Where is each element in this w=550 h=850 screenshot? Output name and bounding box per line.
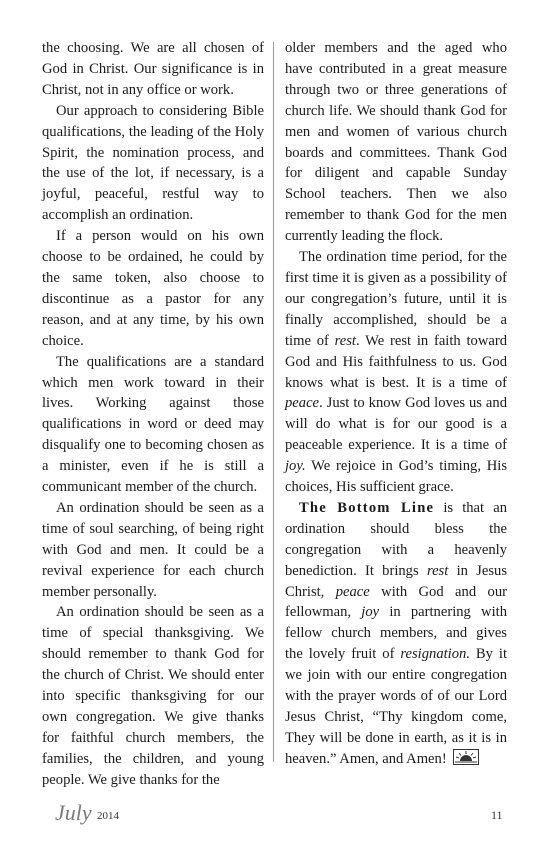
page-number: 11	[491, 808, 503, 822]
paragraph: An ordination should be seen as a time of soul searching, of being right with God and men. It could be a revival experience for each church member personally.	[42, 499, 264, 600]
emphasis-rest: rest	[334, 332, 356, 349]
emphasis-joy: joy	[361, 604, 380, 621]
text-run: By it we join with our entire congregation with the prayer words of of our Lord Jesus Christ, “Thy kingdom come, They will be done in earth, as it is in heaven.” Amen, and Amen!	[285, 646, 507, 767]
text-run: in partnering with fellow church members, and gives the lovely fruit of	[285, 604, 507, 663]
paragraph: Our approach to considering Bible qualifications, the leading of the Holy Spirit, the nomination process, and the use of the lot, if necessary, is a joyful, peaceful, restful way to accomplish an ordination.	[42, 102, 264, 224]
emphasis-joy: joy.	[285, 458, 306, 475]
text-run: with God and our fellowman,	[285, 583, 507, 621]
paragraph: older members and the aged who have contributed in a great measure through two or three generations of church life. We should thank God for men and women of various church boards and committees. Thank God for diligent and capable Sunday School teachers. Then we also remember to thank God for the men currently leading the flock.	[285, 40, 507, 245]
column-divider	[273, 42, 274, 762]
emphasis-peace: peace	[285, 395, 320, 412]
emphasis-peace: peace	[335, 583, 370, 600]
footer-year: 2014	[97, 810, 119, 822]
paragraph	[285, 498, 507, 770]
paragraph	[285, 247, 507, 498]
sunrise-end-mark-icon	[453, 749, 479, 765]
text-run: is that an ordination should bless the congregation with a heavenly benediction. It brings	[285, 499, 507, 579]
text-run: in Jesus Christ,	[285, 562, 507, 600]
right-column	[285, 38, 507, 770]
emphasis-rest: rest	[426, 562, 449, 579]
paragraph: An ordination should be seen as a time of special thanksgiving. We should remember to thank God for the church of Christ. We should enter into specific thanksgiving for our own congregation. We give thanks for faithful church members, the families, the children, and young people. We give thanks for the	[42, 604, 264, 788]
section-lead: The Bottom Line	[299, 499, 435, 516]
text-run: . Just to know God loves us and will do what is for our good is a peaceable experience. It is a time of	[285, 395, 507, 454]
text-run: . We rest in faith toward God and His faithfulness to us. God knows what is best. It is a time of	[285, 332, 507, 391]
paragraph: The qualifications are a standard which men work toward in their lives. Working against those qualifications in word or deed may disqualify one to becoming chosen as a minister, even if he is still a communicant member of the church.	[42, 353, 264, 496]
emphasis-resignation: resignation.	[400, 646, 470, 663]
text-run: We rejoice in God’s timing, His choices, His sufficient grace.	[285, 458, 507, 496]
paragraph: If a person would on his own choose to be ordained, he could by the same token, also choose to discontinue as a pastor for any reason, and at any time, by his own choice.	[42, 228, 264, 349]
left-column	[42, 38, 264, 791]
paragraph: the choosing. We are all chosen of God in Christ. Our significance is in Christ, not in any office or work.	[42, 40, 264, 98]
text-run: The ordination time period, for the first time it is given as a possibility of our congregation’s future, until it is finally accomplished, should be a time of	[285, 249, 507, 349]
footer-month: July	[55, 800, 92, 825]
